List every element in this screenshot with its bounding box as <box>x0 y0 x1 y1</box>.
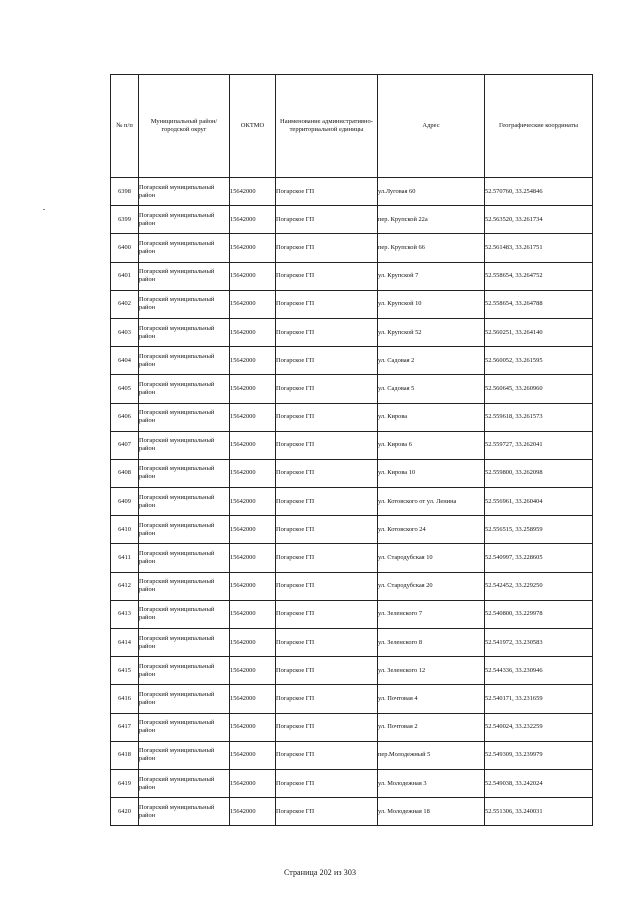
row-number: 6400 <box>111 234 139 262</box>
row-number: 6402 <box>111 290 139 318</box>
oktmo-cell: 15642000 <box>230 459 276 487</box>
table-row <box>111 234 593 262</box>
oktmo-cell: 15642000 <box>230 431 276 459</box>
admin-unit-cell: Погарское ГП <box>276 741 378 769</box>
address-cell: ул. Стародубская 20 <box>378 572 485 600</box>
oktmo-cell: 15642000 <box>230 206 276 234</box>
oktmo-cell: 15642000 <box>230 798 276 826</box>
address-cell: ул. Котовского 24 <box>378 516 485 544</box>
address-cell: ул. Молодежная 3 <box>378 769 485 797</box>
row-number: 6413 <box>111 600 139 628</box>
coordinates-cell: 52.563520, 33.261734 <box>485 206 593 234</box>
coordinates-cell: 52.540171, 33.231659 <box>485 685 593 713</box>
row-number: 6403 <box>111 318 139 346</box>
coordinates-cell: 52.559727, 33.262041 <box>485 431 593 459</box>
row-number: 6404 <box>111 347 139 375</box>
table-row <box>111 403 593 431</box>
address-cell: пер.Молодежный 5 <box>378 741 485 769</box>
coordinates-cell: 52.560645, 33.260960 <box>485 375 593 403</box>
table-row <box>111 375 593 403</box>
admin-unit-cell: Погарское ГП <box>276 769 378 797</box>
header-address: Адрес <box>378 75 485 178</box>
district-cell: Погарский муниципальный район <box>139 234 230 262</box>
table-row <box>111 769 593 797</box>
row-number: 6401 <box>111 262 139 290</box>
district-cell: Погарский муниципальный район <box>139 262 230 290</box>
address-cell: ул. Садовая 5 <box>378 375 485 403</box>
admin-unit-cell: Погарское ГП <box>276 178 378 206</box>
oktmo-cell: 15642000 <box>230 318 276 346</box>
district-cell: Погарский муниципальный район <box>139 403 230 431</box>
district-cell: Погарский муниципальный район <box>139 488 230 516</box>
oktmo-cell: 15642000 <box>230 685 276 713</box>
address-cell: ул. Кирова 6 <box>378 431 485 459</box>
admin-unit-cell: Погарское ГП <box>276 206 378 234</box>
table-row <box>111 629 593 657</box>
row-number: 6418 <box>111 741 139 769</box>
address-cell: ул. Котовского от ул. Ленина <box>378 488 485 516</box>
district-cell: Погарский муниципальный район <box>139 572 230 600</box>
table-row <box>111 318 593 346</box>
admin-unit-cell: Погарское ГП <box>276 685 378 713</box>
coordinates-cell: 52.540024, 33.232259 <box>485 713 593 741</box>
address-cell: ул. Почтовая 2 <box>378 713 485 741</box>
admin-unit-cell: Погарское ГП <box>276 459 378 487</box>
admin-unit-cell: Погарское ГП <box>276 544 378 572</box>
oktmo-cell: 15642000 <box>230 657 276 685</box>
admin-unit-cell: Погарское ГП <box>276 318 378 346</box>
coordinates-cell: 52.558654, 33.264752 <box>485 262 593 290</box>
oktmo-cell: 15642000 <box>230 262 276 290</box>
address-cell: пер. Крупской 22а <box>378 206 485 234</box>
oktmo-cell: 15642000 <box>230 769 276 797</box>
district-cell: Погарский муниципальный район <box>139 713 230 741</box>
address-cell: ул. Крупской 52 <box>378 318 485 346</box>
admin-unit-cell: Погарское ГП <box>276 234 378 262</box>
table-row <box>111 600 593 628</box>
coordinates-cell: 52.559618, 33.261573 <box>485 403 593 431</box>
table-row <box>111 572 593 600</box>
table-row <box>111 544 593 572</box>
row-number: 6415 <box>111 657 139 685</box>
table-row <box>111 431 593 459</box>
district-cell: Погарский муниципальный район <box>139 657 230 685</box>
address-coordinates-table <box>110 74 593 826</box>
district-cell: Погарский муниципальный район <box>139 685 230 713</box>
district-cell: Погарский муниципальный район <box>139 629 230 657</box>
scan-mark <box>43 209 45 210</box>
coordinates-cell: 52.556961, 33.260404 <box>485 488 593 516</box>
address-cell: ул. Стародубская 10 <box>378 544 485 572</box>
coordinates-cell: 52.570760, 33.254846 <box>485 178 593 206</box>
table-row <box>111 713 593 741</box>
page-number: Страница 202 из 303 <box>283 868 357 877</box>
row-number: 6410 <box>111 516 139 544</box>
coordinates-cell: 52.544336, 33.230946 <box>485 657 593 685</box>
row-number: 6412 <box>111 572 139 600</box>
coordinates-cell: 52.560052, 33.261595 <box>485 347 593 375</box>
address-cell: ул. Кирова 10 <box>378 459 485 487</box>
coordinates-cell: 52.540997, 33.228605 <box>485 544 593 572</box>
row-number: 6406 <box>111 403 139 431</box>
table-row <box>111 685 593 713</box>
admin-unit-cell: Погарское ГП <box>276 403 378 431</box>
admin-unit-cell: Погарское ГП <box>276 431 378 459</box>
oktmo-cell: 15642000 <box>230 544 276 572</box>
coordinates-cell: 52.541972, 33.230583 <box>485 629 593 657</box>
oktmo-cell: 15642000 <box>230 178 276 206</box>
address-cell: ул. Кирова <box>378 403 485 431</box>
header-num: № п/п <box>111 75 139 178</box>
district-cell: Погарский муниципальный район <box>139 741 230 769</box>
district-cell: Погарский муниципальный район <box>139 431 230 459</box>
header-district: Муниципальный район/городской округ <box>139 75 230 178</box>
address-cell: ул. Зеленского 8 <box>378 629 485 657</box>
address-cell: ул.Луговая 60 <box>378 178 485 206</box>
coordinates-cell: 52.551306, 33.240031 <box>485 798 593 826</box>
oktmo-cell: 15642000 <box>230 347 276 375</box>
header-coordinates: Географические координаты <box>485 75 593 178</box>
admin-unit-cell: Погарское ГП <box>276 629 378 657</box>
coordinates-cell: 52.549309, 33.239979 <box>485 741 593 769</box>
table-row <box>111 798 593 826</box>
coordinates-cell: 52.556515, 33.258959 <box>485 516 593 544</box>
district-cell: Погарский муниципальный район <box>139 769 230 797</box>
address-cell: ул. Почтовая 4 <box>378 685 485 713</box>
address-cell: ул. Крупской 7 <box>378 262 485 290</box>
district-cell: Погарский муниципальный район <box>139 375 230 403</box>
admin-unit-cell: Погарское ГП <box>276 375 378 403</box>
address-cell: ул. Молодежная 18 <box>378 798 485 826</box>
admin-unit-cell: Погарское ГП <box>276 600 378 628</box>
coordinates-cell: 52.559800, 33.262098 <box>485 459 593 487</box>
table-row <box>111 178 593 206</box>
row-number: 6419 <box>111 769 139 797</box>
row-number: 6416 <box>111 685 139 713</box>
coordinates-cell: 52.549038, 33.242024 <box>485 769 593 797</box>
district-cell: Погарский муниципальный район <box>139 206 230 234</box>
admin-unit-cell: Погарское ГП <box>276 347 378 375</box>
admin-unit-cell: Погарское ГП <box>276 262 378 290</box>
row-number: 6399 <box>111 206 139 234</box>
coordinates-cell: 52.542452, 33.229250 <box>485 572 593 600</box>
admin-unit-cell: Погарское ГП <box>276 798 378 826</box>
address-cell: ул. Зеленского 12 <box>378 657 485 685</box>
table-row <box>111 206 593 234</box>
admin-unit-cell: Погарское ГП <box>276 516 378 544</box>
row-number: 6417 <box>111 713 139 741</box>
coordinates-cell: 52.558654, 33.264788 <box>485 290 593 318</box>
address-cell: ул. Крупской 10 <box>378 290 485 318</box>
header-oktmo: ОКТМО <box>230 75 276 178</box>
row-number: 6420 <box>111 798 139 826</box>
row-number: 6414 <box>111 629 139 657</box>
oktmo-cell: 15642000 <box>230 290 276 318</box>
district-cell: Погарский муниципальный район <box>139 798 230 826</box>
district-cell: Погарский муниципальный район <box>139 544 230 572</box>
row-number: 6405 <box>111 375 139 403</box>
oktmo-cell: 15642000 <box>230 713 276 741</box>
row-number: 6407 <box>111 431 139 459</box>
table-row <box>111 290 593 318</box>
row-number: 6411 <box>111 544 139 572</box>
admin-unit-cell: Погарское ГП <box>276 290 378 318</box>
district-cell: Погарский муниципальный район <box>139 290 230 318</box>
oktmo-cell: 15642000 <box>230 741 276 769</box>
oktmo-cell: 15642000 <box>230 234 276 262</box>
admin-unit-cell: Погарское ГП <box>276 488 378 516</box>
district-cell: Погарский муниципальный район <box>139 178 230 206</box>
address-cell: ул. Садовая 2 <box>378 347 485 375</box>
district-cell: Погарский муниципальный район <box>139 600 230 628</box>
oktmo-cell: 15642000 <box>230 403 276 431</box>
oktmo-cell: 15642000 <box>230 516 276 544</box>
table-row <box>111 657 593 685</box>
coordinates-cell: 52.560251, 33.264140 <box>485 318 593 346</box>
address-cell: пер. Крупской 66 <box>378 234 485 262</box>
district-cell: Погарский муниципальный район <box>139 347 230 375</box>
oktmo-cell: 15642000 <box>230 488 276 516</box>
address-cell: ул. Зеленского 7 <box>378 600 485 628</box>
header-admin-unit: Наименование административно-территориальной единицы <box>276 75 378 178</box>
table-row <box>111 347 593 375</box>
table-row <box>111 516 593 544</box>
oktmo-cell: 15642000 <box>230 375 276 403</box>
oktmo-cell: 15642000 <box>230 600 276 628</box>
oktmo-cell: 15642000 <box>230 572 276 600</box>
table-row <box>111 488 593 516</box>
table-row <box>111 262 593 290</box>
table-row <box>111 459 593 487</box>
district-cell: Погарский муниципальный район <box>139 318 230 346</box>
row-number: 6408 <box>111 459 139 487</box>
coordinates-cell: 52.540800, 33.229978 <box>485 600 593 628</box>
district-cell: Погарский муниципальный район <box>139 516 230 544</box>
coordinates-cell: 52.561483, 33.261751 <box>485 234 593 262</box>
admin-unit-cell: Погарское ГП <box>276 713 378 741</box>
admin-unit-cell: Погарское ГП <box>276 572 378 600</box>
oktmo-cell: 15642000 <box>230 629 276 657</box>
row-number: 6398 <box>111 178 139 206</box>
district-cell: Погарский муниципальный район <box>139 459 230 487</box>
table-row <box>111 741 593 769</box>
admin-unit-cell: Погарское ГП <box>276 657 378 685</box>
table-header-row <box>111 75 593 178</box>
row-number: 6409 <box>111 488 139 516</box>
